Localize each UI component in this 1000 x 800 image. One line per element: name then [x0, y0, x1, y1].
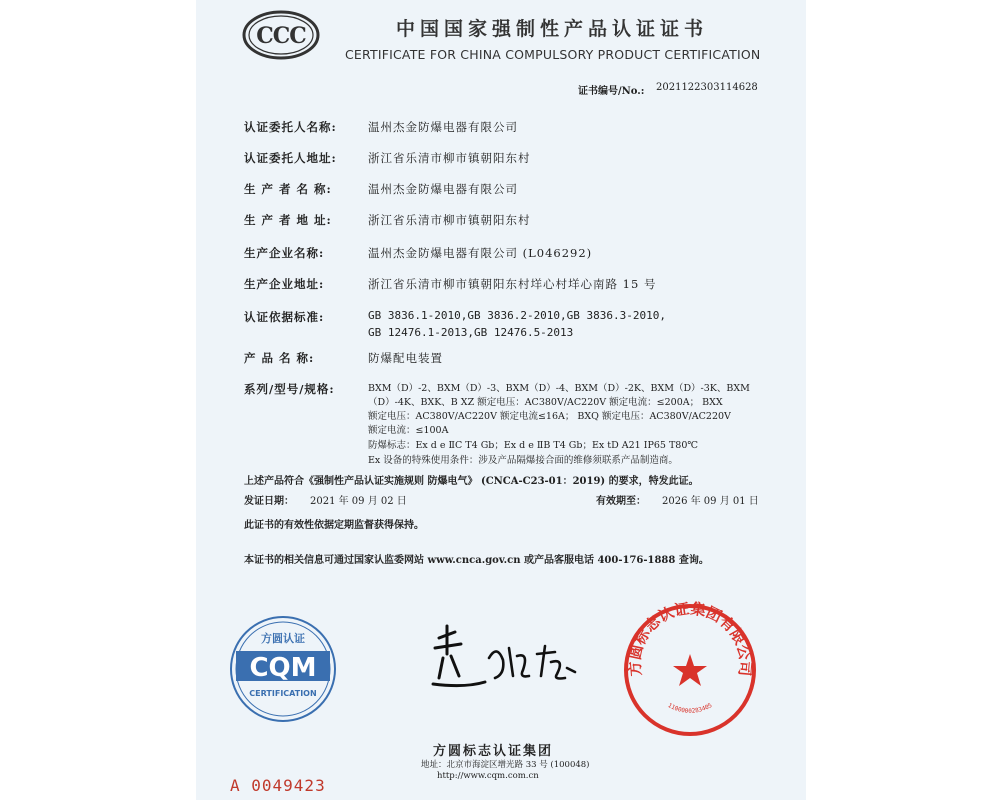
issue-date-label: 发证日期：	[244, 496, 294, 507]
expiry-date-label: 有效期至：	[596, 496, 646, 507]
expiry-date: 2026 年 09 月 01 日	[662, 496, 759, 507]
model-line-6: Ex 设备的特殊使用条件：涉及产品隔爆接合面的维修须联系产品制造商。	[368, 455, 678, 466]
applicant-address: 浙江省乐清市柳市镇朝阳东村	[368, 151, 531, 165]
standard-label: 认证依据标准:	[244, 310, 325, 324]
applicant-address-label: 认证委托人地址:	[244, 151, 337, 165]
applicant-name-label: 认证委托人名称:	[244, 120, 337, 134]
manufacturer-name-label: 生 产 者 名 称:	[244, 182, 332, 196]
footer-website: http://www.cqm.com.cn	[437, 771, 539, 781]
model-line-3: 额定电压：AC380V/AC220V 额定电流≤16A； BXQ 额定电压：AC380V/AC220V	[368, 411, 731, 422]
cqm-main-text: CQM	[249, 653, 317, 683]
manufacturer-name: 温州杰金防爆电器有限公司	[368, 182, 518, 196]
cqm-top-text: 方圆认证	[261, 632, 305, 645]
factory-address: 浙江省乐清市柳市镇朝阳东村垟心村垟心南路 15 号	[368, 277, 657, 291]
validity-statement: 此证书的有效性依据定期监督获得保持。	[244, 520, 424, 531]
model-label: 系列/型号/规格:	[244, 382, 335, 396]
model-line-2: （D）-4K、BXK、B XZ 额定电压：AC380V/AC220V 额定电流：≤200A； BXX	[368, 397, 723, 408]
cert-number-label: 证书编号/No.:	[578, 86, 645, 97]
serial-number: A 0049423	[230, 776, 326, 795]
model-line-5: 防爆标志：Ex d e ⅡC T4 Gb；Ex d e ⅡB T4 Gb；Ex tD A21 IP65 T80℃	[368, 440, 698, 451]
manufacturer-address-label: 生 产 者 地 址:	[244, 213, 332, 227]
seal-number: 1100000283405	[666, 701, 714, 715]
ccc-logo	[242, 10, 320, 60]
seal-text: 方圆标志认证集团有限公司	[625, 600, 755, 677]
footer-organization: 方圆标志认证集团	[433, 744, 554, 759]
cert-number: 2021122303114628	[656, 82, 758, 93]
title-chinese: 中国国家强制性产品认证证书	[396, 18, 709, 40]
factory-name: 温州杰金防爆电器有限公司 (L046292)	[368, 246, 593, 260]
applicant-name: 温州杰金防爆电器有限公司	[368, 120, 518, 134]
standard-line-2: GB 12476.1-2013,GB 12476.5-2013	[368, 326, 574, 339]
product-name: 防爆配电装置	[368, 351, 443, 365]
title-english: CERTIFICATE FOR CHINA COMPULSORY PRODUCT CERTIFICATION	[345, 47, 761, 62]
manufacturer-address: 浙江省乐清市柳市镇朝阳东村	[368, 213, 531, 227]
cqm-logo	[228, 614, 338, 724]
signature	[425, 618, 585, 698]
product-name-label: 产 品 名 称:	[244, 351, 315, 365]
factory-name-label: 生产企业名称:	[244, 246, 325, 260]
info-statement: 本证书的相关信息可通过国家认监委网站 www.cnca.gov.cn 或产品客服电话 400-176-1888 查询。	[244, 555, 709, 566]
standard-line-1: GB 3836.1-2010,GB 3836.2-2010,GB 3836.3-2010,	[368, 309, 667, 322]
factory-address-label: 生产企业地址:	[244, 277, 325, 291]
issue-date: 2021 年 09 月 02 日	[310, 496, 407, 507]
model-line-1: BXM（D）-2、BXM（D）-3、BXM（D）-4、BXM（D）-2K、BXM（D）-3K、BXM	[368, 383, 750, 394]
cqm-bottom-text: CERTIFICATION	[249, 689, 317, 698]
ccc-logo-text: CCC	[256, 23, 306, 49]
svg-text:1100000283405	[667, 702, 714, 715]
model-line-4: 额定电流：≤100A	[368, 425, 449, 436]
footer-address: 地址：北京市海淀区增光路 33 号 (100048)	[421, 760, 590, 770]
conformity-statement: 上述产品符合《强制性产品认证实施规则 防爆电气》 (CNCA-C23-01：2019) 的要求，特发此证。	[244, 476, 699, 487]
company-seal	[620, 600, 760, 740]
